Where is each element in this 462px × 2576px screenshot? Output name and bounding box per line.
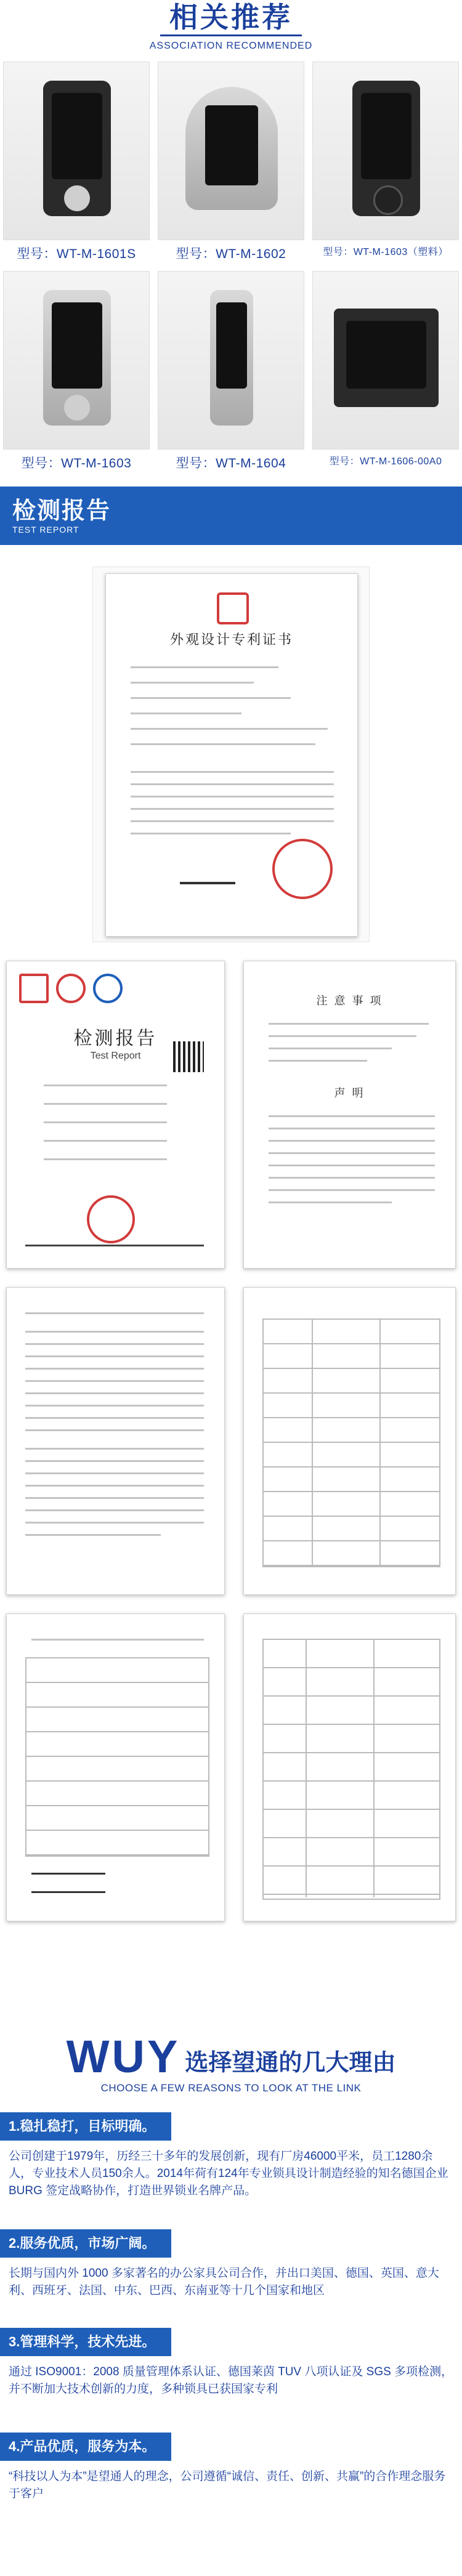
product-model: 型号：WT-M-1603 [21,456,132,470]
notice-title: 注 意 事 项 [316,995,383,1007]
reasons-subtitle: CHOOSE A FEW REASONS TO LOOK AT THE LINK [100,2082,362,2094]
reason-heading: 3.管理科学，技术先进。 [0,2328,171,2356]
test-report-title: 检测报告 [73,1028,158,1049]
patent-certificate-frame [92,567,370,942]
test-report-data-page[interactable] [243,1613,456,1921]
report-banner [0,487,462,545]
lock-icon [352,81,420,216]
product-image [3,62,150,240]
product-image [312,62,459,240]
test-report-table-page[interactable] [243,1287,456,1595]
test-report-subtitle: Test Report [90,1051,141,1061]
reasons-title: 选择望通的几大理由 [185,2050,396,2076]
inspection-seal-icon [87,1195,135,1243]
test-report-notice[interactable] [243,961,456,1269]
product-card[interactable] [3,271,150,469]
product-model: 型号：WT-M-1606-00A0 [329,456,442,467]
lock-icon [43,81,111,216]
brand-logo: WUY [66,2031,180,2082]
product-card[interactable] [312,62,459,260]
product-card[interactable] [158,62,304,260]
lock-icon [334,309,439,407]
test-report-result-page[interactable] [6,1613,225,1921]
product-card[interactable] [158,271,304,469]
report-table [262,1318,440,1567]
report-title: 检测报告 [12,498,111,524]
result-table [25,1657,209,1857]
lock-icon [43,290,111,426]
product-card[interactable] [3,62,150,260]
patent-certificate[interactable] [105,573,358,937]
reason-heading: 2.服务优质，市场广阔。 [0,2229,171,2258]
statement-title: 声 明 [334,1087,365,1099]
product-model: 型号：WT-M-1603（塑料） [323,247,448,257]
recommend-title: 相关推荐 [169,1,293,33]
reasons-header [0,2032,462,2095]
reason-heading: 1.稳扎稳打，目标明确。 [0,2112,171,2141]
lock-icon [210,290,253,426]
test-report-cover[interactable] [6,961,225,1269]
cma-logo-icon [19,974,49,1003]
patent-title: 外观设计专利证书 [169,632,293,647]
report-subtitle: TEST REPORT [12,525,79,535]
patent-logo-icon [217,592,249,624]
recommend-subtitle: ASSOCIATION RECOMMENDED [149,41,313,51]
product-model: 型号：WT-M-1601S [17,247,136,261]
product-image [3,271,150,450]
product-card[interactable] [312,271,459,469]
reason-body: 公司创建于1979年，历经三十多年的发展创新，现有厂房46000平米，员工1280余人，专业技术人员150余人。2014年荷有124年专业锁具设计制造经验的知名德国企业 BURG 签定战略协作，打造世界锁业名牌产品。 [9,2150,448,2197]
product-model: 型号：WT-M-1604 [176,456,286,470]
product-image [158,271,304,450]
lock-icon [185,87,278,210]
recommend-title-underline [160,34,302,36]
reason-body: 通过 ISO9001：2008 质量管理体系认证、德国莱茵 TUV 八项认证及 SGS 多项检测，并不断加大技术创新的力度，多种锁具已获国家专利 [9,2365,453,2396]
test-report-page[interactable] [6,1287,225,1595]
reason-heading: 4.产品优质，服务为本。 [0,2433,171,2461]
product-image [312,271,459,450]
product-model: 型号：WT-M-1602 [176,247,286,261]
qr-code-icon [173,1041,204,1072]
reason-body: 长期与国内外 1000 多家著名的办公家具公司合作，并出口美国、德国、英国、意大利、西班牙、法国、中东、巴西、东南亚等十几个国家和地区 [9,2267,439,2297]
reason-body: “科技以人为本”是望通人的理念，公司遵循“诚信、责任、创新、共赢”的合作理念服务于客户 [9,2470,446,2500]
recommend-header [0,0,462,52]
official-seal-icon [272,839,333,899]
cnas-logo-icon [93,974,123,1003]
product-image [158,62,304,240]
cal-logo-icon [56,974,86,1003]
data-table [262,1639,440,1900]
